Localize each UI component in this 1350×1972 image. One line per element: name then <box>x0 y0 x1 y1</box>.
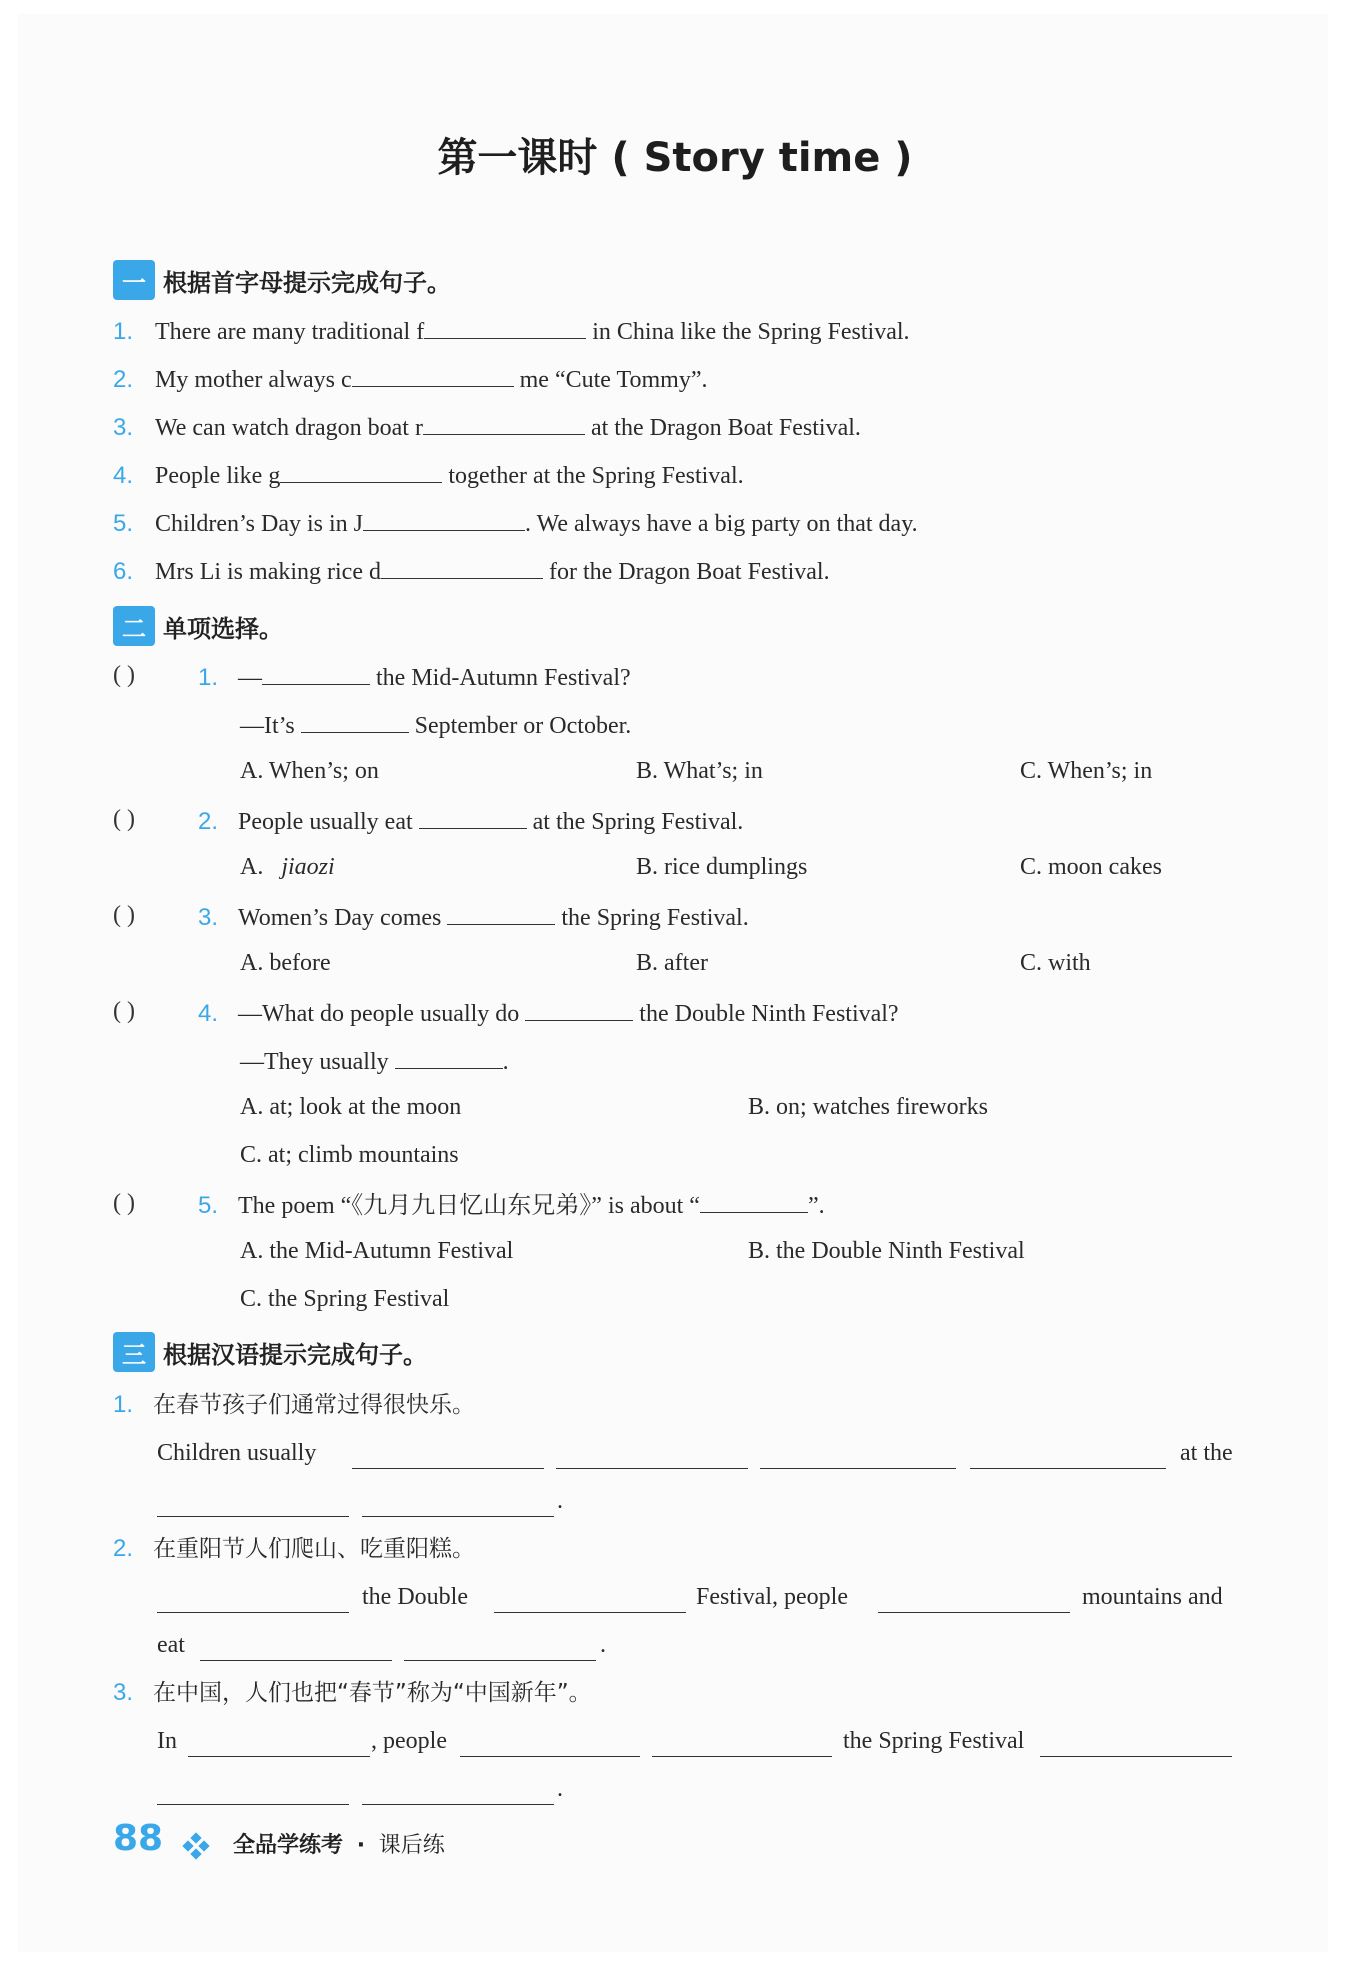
item-text: We can watch dragon boat r <box>155 415 423 441</box>
choice-question <box>198 998 899 1029</box>
option-a[interactable]: A. at; look at the moon <box>240 1094 462 1120</box>
answer-paren[interactable]: ( ) <box>113 806 135 832</box>
item-text: People usually eat <box>238 809 419 835</box>
translation-prompt <box>113 1534 475 1564</box>
choice-question-line2 <box>240 1046 509 1077</box>
choice-question <box>198 902 749 933</box>
answer-paren[interactable]: ( ) <box>113 998 135 1024</box>
item-number: 4. <box>198 1000 219 1027</box>
section-3-header <box>113 1332 427 1372</box>
item-text: the Double Ninth Festival? <box>633 1001 899 1027</box>
item-text: . <box>557 1488 563 1514</box>
item-number: 5. <box>113 510 134 537</box>
item-number: 1. <box>198 664 219 691</box>
item-text: the Spring Festival. <box>555 905 749 931</box>
item-text: — <box>238 665 263 691</box>
item-text: September or October. <box>408 713 632 739</box>
answer-blank[interactable] <box>494 1590 686 1613</box>
option-a[interactable]: A. before <box>240 950 331 976</box>
item-text: in China like the Spring Festival. <box>586 319 910 345</box>
answer-blank[interactable] <box>652 1734 832 1757</box>
item-number: 1. <box>113 1391 134 1418</box>
answer-blank[interactable] <box>381 556 543 579</box>
answer-blank[interactable] <box>419 806 527 829</box>
answer-blank[interactable] <box>362 1782 554 1805</box>
item-text: the Mid-Autumn Festival? <box>370 665 631 691</box>
chinese-prompt: 在中国，人们也把“春节”称为“中国新年”。 <box>153 1680 592 1706</box>
fill-item <box>113 316 910 347</box>
item-text: at the Spring Festival. <box>526 809 744 835</box>
answer-blank[interactable] <box>363 508 525 531</box>
option-b[interactable]: B. after <box>636 950 708 976</box>
answer-blank[interactable] <box>447 902 555 925</box>
answer-blank[interactable] <box>460 1734 640 1757</box>
answer-blank[interactable] <box>970 1446 1166 1469</box>
item-text: ”. <box>807 1193 825 1219</box>
item-text: —It’s <box>240 713 301 739</box>
item-text: . <box>600 1632 606 1658</box>
answer-blank[interactable] <box>362 1494 554 1517</box>
section-badge: 三 <box>113 1332 155 1372</box>
brand-name: 全品学练考 <box>233 1833 344 1858</box>
item-number: 4. <box>113 462 134 489</box>
item-number: 5. <box>198 1192 219 1219</box>
item-text: There are many traditional f <box>155 319 425 345</box>
page-title: 第一课时 ( Story time ) <box>437 135 913 181</box>
item-text: me “Cute Tommy”. <box>513 367 708 393</box>
choice-question <box>198 806 743 837</box>
item-text: People like g <box>155 463 281 489</box>
answer-blank[interactable] <box>301 710 409 733</box>
option-b[interactable]: B. on; watches fireworks <box>748 1094 988 1120</box>
fill-item <box>113 364 707 395</box>
answer-blank[interactable] <box>262 662 370 685</box>
answer-paren[interactable]: ( ) <box>113 902 135 928</box>
choice-question <box>198 1190 825 1221</box>
item-text: In <box>157 1728 177 1754</box>
option-c[interactable]: C. the Spring Festival <box>240 1286 450 1312</box>
translation-line <box>157 1438 316 1468</box>
translation-prompt <box>113 1678 592 1708</box>
section-2-header <box>113 606 283 646</box>
answer-blank[interactable] <box>556 1446 748 1469</box>
option-a[interactable]: A. When’s; on <box>240 758 379 784</box>
answer-blank[interactable] <box>280 460 442 483</box>
choice-question-line2 <box>240 710 631 741</box>
option-b[interactable]: B. the Double Ninth Festival <box>748 1238 1025 1264</box>
page-number: 88 <box>113 1818 164 1859</box>
page-background <box>18 14 1328 1952</box>
item-text: —They usually <box>240 1049 395 1075</box>
option-b[interactable]: B. What’s; in <box>636 758 763 784</box>
option-b[interactable]: B. rice dumplings <box>636 854 808 880</box>
answer-blank[interactable] <box>352 364 514 387</box>
answer-blank[interactable] <box>352 1446 544 1469</box>
diamond-cluster-icon <box>182 1832 210 1860</box>
item-text: . We always have a big party on that day. <box>525 511 918 537</box>
answer-blank[interactable] <box>404 1638 596 1661</box>
item-text: The poem “《九月九日忆山东兄弟》” is about “ <box>238 1193 700 1219</box>
fill-item <box>113 412 861 443</box>
item-text: Children usually <box>157 1440 317 1466</box>
item-number: 3. <box>113 1679 134 1706</box>
item-text: Festival, people <box>696 1584 848 1610</box>
option-c[interactable]: C. moon cakes <box>1020 854 1162 880</box>
item-text: , people <box>371 1728 447 1754</box>
choice-question <box>198 662 631 693</box>
item-text: Children’s Day is in J <box>155 511 364 537</box>
item-number: 3. <box>198 904 219 931</box>
item-number: 1. <box>113 318 134 345</box>
translation-prompt <box>113 1390 475 1420</box>
answer-blank[interactable] <box>157 1590 349 1613</box>
answer-blank[interactable] <box>157 1782 349 1805</box>
option-a[interactable]: A. the Mid-Autumn Festival <box>240 1238 514 1264</box>
section-1-header <box>113 260 451 300</box>
item-text: the Spring Festival <box>843 1728 1025 1754</box>
item-number: 2. <box>113 366 134 393</box>
answer-blank[interactable] <box>760 1446 956 1469</box>
option-c[interactable]: C. with <box>1020 950 1091 976</box>
fill-item <box>113 508 918 539</box>
answer-blank[interactable] <box>525 998 633 1021</box>
answer-paren[interactable]: ( ) <box>113 662 135 688</box>
chinese-prompt: 在重阳节人们爬山、吃重阳糕。 <box>153 1536 476 1562</box>
item-text: —What do people usually do <box>238 1001 526 1027</box>
footer-brand <box>233 1828 445 1859</box>
item-text: . <box>502 1049 509 1075</box>
chinese-prompt: 在春节孩子们通常过得很快乐。 <box>153 1392 476 1418</box>
item-number: 3. <box>113 414 134 441</box>
answer-blank[interactable] <box>395 1046 503 1069</box>
section-title: 根据首字母提示完成句子。 <box>163 268 451 297</box>
fill-item <box>113 460 744 491</box>
footer-subtitle: 课后练 <box>378 1833 445 1858</box>
separator: · <box>356 1833 366 1858</box>
item-text: at the <box>1180 1440 1233 1466</box>
answer-blank[interactable] <box>700 1190 808 1213</box>
item-number: 6. <box>113 558 134 585</box>
section-badge: 一 <box>113 260 155 300</box>
section-title: 单项选择。 <box>163 614 283 643</box>
option-a[interactable] <box>240 854 335 881</box>
answer-blank[interactable] <box>200 1638 392 1661</box>
answer-blank[interactable] <box>424 316 586 339</box>
item-text: eat <box>157 1632 185 1658</box>
option-letter: A. <box>240 854 264 880</box>
fill-item <box>113 556 830 587</box>
answer-blank[interactable] <box>878 1590 1070 1613</box>
answer-blank[interactable] <box>157 1494 349 1517</box>
item-text: . <box>557 1776 563 1802</box>
item-text: Mrs Li is making rice d <box>155 559 381 585</box>
option-c[interactable]: C. When’s; in <box>1020 758 1153 784</box>
item-text: Women’s Day comes <box>238 905 448 931</box>
section-title: 根据汉语提示完成句子。 <box>163 1340 427 1369</box>
item-number: 2. <box>113 1535 134 1562</box>
item-text: the Double <box>362 1584 468 1610</box>
item-number: 2. <box>198 808 219 835</box>
item-text: at the Dragon Boat Festival. <box>584 415 861 441</box>
item-text: My mother always c <box>155 367 352 393</box>
item-text: together at the Spring Festival. <box>442 463 744 489</box>
section-badge: 二 <box>113 606 155 646</box>
option-text: jiaozi <box>281 854 335 880</box>
answer-paren[interactable]: ( ) <box>113 1190 135 1216</box>
answer-blank[interactable] <box>1040 1734 1232 1757</box>
item-text: mountains and <box>1082 1584 1223 1610</box>
item-text: for the Dragon Boat Festival. <box>542 559 830 585</box>
answer-blank[interactable] <box>188 1734 370 1757</box>
option-c[interactable]: C. at; climb mountains <box>240 1142 459 1168</box>
answer-blank[interactable] <box>423 412 585 435</box>
